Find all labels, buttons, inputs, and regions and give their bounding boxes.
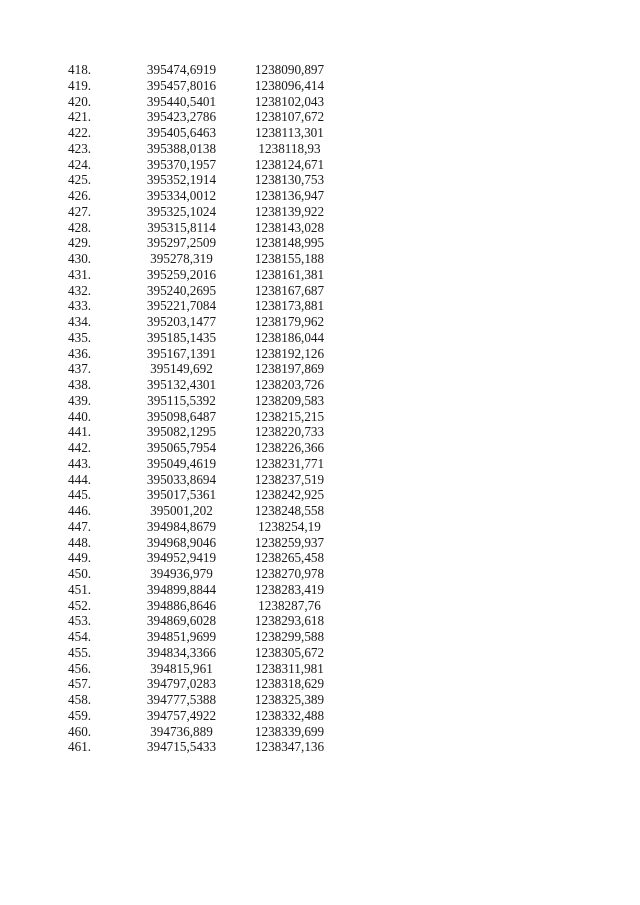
y-coordinate: 1238118,93 <box>258 140 321 156</box>
y-coordinate: 1238254,19 <box>258 518 321 534</box>
row-number: 458. <box>68 692 92 707</box>
x-coordinate: 394715,5433 <box>146 739 217 755</box>
row-number: 428. <box>68 219 92 235</box>
y-coordinate: 1238143,028 <box>254 219 325 235</box>
x-coordinate: 395315,8114 <box>147 219 216 235</box>
row-number: 431. <box>68 266 92 282</box>
y-coordinate: 1238139,922 <box>254 203 325 219</box>
x-coordinate: 395440,5401 <box>146 93 217 109</box>
y-coordinate: 1238136,947 <box>254 188 325 203</box>
x-coordinate: 395203,1477 <box>146 314 217 329</box>
x-coordinate: 394851,9699 <box>146 629 217 644</box>
y-coordinate: 1238192,126 <box>254 345 325 361</box>
row-number: 434. <box>68 314 92 329</box>
x-coordinate: 395297,2509 <box>146 235 217 251</box>
y-coordinate: 1238107,672 <box>254 109 325 125</box>
y-coordinate: 1238248,558 <box>254 503 325 518</box>
y-coordinate: 1238124,671 <box>254 156 325 172</box>
row-number: 426. <box>68 188 92 203</box>
x-coordinate: 394777,5388 <box>146 692 217 707</box>
x-coordinate: 395065,7954 <box>146 440 217 455</box>
x-coordinate: 395352,1914 <box>146 172 217 188</box>
x-coordinate: 395457,8016 <box>146 77 217 93</box>
row-number: 451. <box>68 581 92 597</box>
y-coordinate: 1238161,381 <box>254 266 325 282</box>
row-number: 439. <box>68 392 92 408</box>
row-number: 442. <box>68 440 92 455</box>
x-coordinate: 395017,5361 <box>146 487 217 503</box>
y-coordinate: 1238167,687 <box>254 282 325 298</box>
row-number: 444. <box>68 471 92 487</box>
y-coordinate: 1238130,753 <box>254 172 325 188</box>
x-coordinate: 395049,4619 <box>146 455 217 471</box>
row-number: 423. <box>68 140 92 156</box>
y-coordinate: 1238209,583 <box>254 392 325 408</box>
row-number: 418. <box>68 62 92 77</box>
x-coordinate: 394936,979 <box>150 566 213 581</box>
y-coordinate: 1238173,881 <box>254 298 325 314</box>
x-coordinate: 394886,8646 <box>146 597 217 613</box>
x-coordinate: 395185,1435 <box>146 329 217 345</box>
y-coordinate: 1238186,044 <box>254 329 325 345</box>
y-coordinate: 1238102,043 <box>254 93 325 109</box>
row-number: 433. <box>68 298 92 314</box>
y-coordinate: 1238215,215 <box>254 408 325 424</box>
x-coordinate: 395405,6463 <box>146 125 217 140</box>
x-coordinate: 394968,9046 <box>146 534 217 550</box>
x-coordinate: 394736,889 <box>150 723 213 739</box>
row-number: 460. <box>68 723 92 739</box>
y-coordinate: 1238197,869 <box>254 361 325 377</box>
x-coordinate: 395082,1295 <box>146 424 217 440</box>
x-coordinate: 394834,3366 <box>146 644 217 660</box>
row-number: 420. <box>68 93 92 109</box>
y-coordinate: 1238096,414 <box>254 77 325 93</box>
y-coordinate: 1238318,629 <box>254 676 325 692</box>
row-number: 436. <box>68 345 92 361</box>
row-number: 440. <box>68 408 92 424</box>
row-number: 461. <box>68 739 92 755</box>
x-coordinate: 395001,202 <box>150 503 213 518</box>
row-number: 450. <box>68 566 92 581</box>
x-coordinate: 395033,8694 <box>146 471 217 487</box>
row-number: 425. <box>68 172 92 188</box>
x-coordinate: 395474,6919 <box>146 62 217 77</box>
row-number: 421. <box>68 109 92 125</box>
row-number: 430. <box>68 251 92 266</box>
row-number: 449. <box>68 550 92 566</box>
x-coordinate: 395259,2016 <box>146 266 217 282</box>
y-coordinate: 1238179,962 <box>254 314 325 329</box>
y-coordinate: 1238148,995 <box>254 235 325 251</box>
y-coordinate: 1238270,978 <box>254 566 325 581</box>
x-coordinate: 394757,4922 <box>146 707 217 723</box>
x-coordinate: 394952,9419 <box>146 550 217 566</box>
x-coordinate: 395098,6487 <box>146 408 217 424</box>
row-number: 453. <box>68 613 92 629</box>
x-coordinate: 395167,1391 <box>146 345 217 361</box>
row-number: 422. <box>68 125 92 140</box>
row-number: 435. <box>68 329 92 345</box>
y-coordinate: 1238231,771 <box>254 455 325 471</box>
row-number: 452. <box>68 597 92 613</box>
y-coordinate: 1238325,389 <box>254 692 325 707</box>
y-coordinate: 1238332,488 <box>254 707 325 723</box>
x-coordinate: 395423,2786 <box>146 109 217 125</box>
row-number: 446. <box>68 503 92 518</box>
row-number: 448. <box>68 534 92 550</box>
y-coordinate: 1238347,136 <box>254 739 325 755</box>
x-coordinate: 394984,8679 <box>146 518 217 534</box>
row-number: 441. <box>68 424 92 440</box>
y-coordinate: 1238113,301 <box>255 125 324 140</box>
row-number: 429. <box>68 235 92 251</box>
x-coordinate: 394869,6028 <box>146 613 217 629</box>
y-coordinate: 1238226,366 <box>254 440 325 455</box>
y-coordinate: 1238265,458 <box>254 550 325 566</box>
row-number: 454. <box>68 629 92 644</box>
y-coordinate: 1238293,618 <box>254 613 325 629</box>
row-number: 456. <box>68 660 92 676</box>
y-coordinate: 1238287,76 <box>258 597 321 613</box>
y-coordinate: 1238299,588 <box>254 629 325 644</box>
row-number: 457. <box>68 676 92 692</box>
row-number: 419. <box>68 77 92 93</box>
x-coordinate: 395370,1957 <box>146 156 217 172</box>
x-coordinate: 395149,692 <box>150 361 213 377</box>
y-coordinate: 1238305,672 <box>254 644 325 660</box>
row-number: 438. <box>68 377 92 392</box>
row-number: 424. <box>68 156 92 172</box>
y-coordinate: 1238237,519 <box>254 471 325 487</box>
y-coordinate: 1238242,925 <box>254 487 325 503</box>
x-coordinate: 394899,8844 <box>146 581 217 597</box>
y-coordinate: 1238203,726 <box>254 377 325 392</box>
x-coordinate: 395221,7084 <box>146 298 217 314</box>
x-coordinate: 395388,0138 <box>146 140 217 156</box>
x-coordinate: 395132,4301 <box>146 377 217 392</box>
y-coordinate: 1238090,897 <box>254 62 325 77</box>
x-coordinate: 394815,961 <box>150 660 213 676</box>
y-coordinate: 1238311,981 <box>255 660 324 676</box>
x-coordinate: 395115,5392 <box>147 392 216 408</box>
row-number: 437. <box>68 361 92 377</box>
x-coordinate: 395334,0012 <box>146 188 217 203</box>
y-coordinate: 1238283,419 <box>254 581 325 597</box>
row-number: 445. <box>68 487 92 503</box>
x-coordinate: 394797,0283 <box>146 676 217 692</box>
x-coordinate: 395325,1024 <box>146 203 217 219</box>
row-number: 427. <box>68 203 92 219</box>
x-coordinate: 395278,319 <box>150 251 213 266</box>
y-coordinate: 1238259,937 <box>254 534 325 550</box>
y-coordinate: 1238339,699 <box>254 723 325 739</box>
y-coordinate: 1238220,733 <box>254 424 325 440</box>
row-number: 432. <box>68 282 92 298</box>
x-coordinate: 395240,2695 <box>146 282 217 298</box>
y-coordinate: 1238155,188 <box>254 251 325 266</box>
row-number: 443. <box>68 455 92 471</box>
row-number: 447. <box>68 518 92 534</box>
row-number: 455. <box>68 644 92 660</box>
row-number: 459. <box>68 707 92 723</box>
